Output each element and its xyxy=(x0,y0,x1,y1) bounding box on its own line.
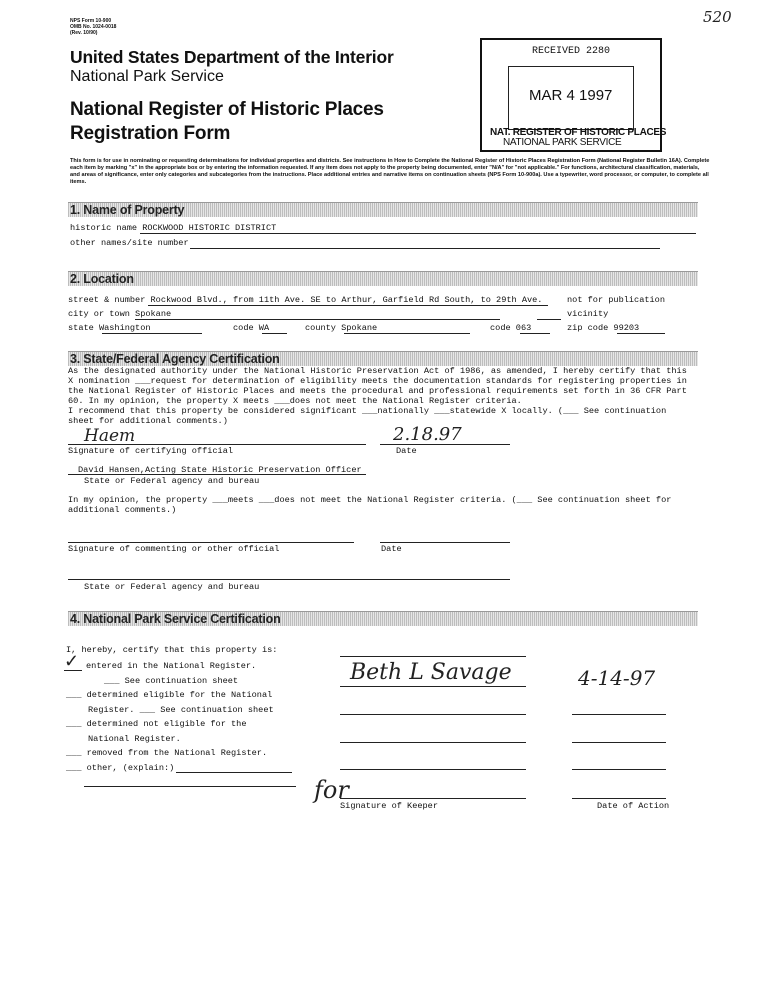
action-line-6 xyxy=(572,798,666,799)
zip-line xyxy=(617,333,665,334)
county-code-line xyxy=(520,333,550,334)
form-number: NPS Form 10-900 xyxy=(70,18,112,24)
certifying-signature: Haem xyxy=(84,426,136,446)
action-label: Date of Action xyxy=(597,801,670,811)
signature-label: Signature of certifying official xyxy=(68,446,234,456)
agency-line xyxy=(68,474,366,475)
keeper-signature: Beth L Savage xyxy=(350,660,512,685)
form-title-1: National Register of Historic Places xyxy=(70,99,384,120)
state-code-line xyxy=(262,333,287,334)
street-number: street & number Rockwood Blvd., from 11th Ave. SE to Arthur, Garfield Rd South, to 29th Ave. xyxy=(68,295,543,305)
cert-text-2: X nomination ___request for determination of eligibility meets the documentation standards for registering properties in xyxy=(68,376,687,386)
entered-check-mark: ✓ xyxy=(64,651,80,672)
form-title-2: Registration Form xyxy=(70,123,231,144)
stamp-org-2: NATIONAL PARK SERVICE xyxy=(503,137,622,148)
date-label: Date xyxy=(396,446,417,456)
cert-text-6: sheet for additional comments.) xyxy=(68,416,228,426)
revision: (Rev. 10/90) xyxy=(70,30,98,36)
stamp-org-1: NAT. REGISTER OF HISTORIC PLACES xyxy=(490,127,667,138)
section1-title: 1. Name of Property xyxy=(70,203,185,217)
certifying-signature-line xyxy=(68,444,366,445)
section4-bar xyxy=(68,611,698,626)
commenting-signature-label: Signature of commenting or other official xyxy=(68,544,280,554)
omb-number: OMB No. 1024-0018 xyxy=(70,24,117,30)
county: county Spokane xyxy=(305,323,378,333)
historic-name-line xyxy=(140,233,696,234)
see-continuation-1: ___ See continuation sheet xyxy=(104,676,239,686)
section2-title: 2. Location xyxy=(70,272,134,286)
zip-code: zip code 99203 xyxy=(567,323,640,333)
agency-label: State or Federal agency and bureau xyxy=(84,476,260,486)
county-line xyxy=(344,333,470,334)
corner-number: 520 xyxy=(703,8,732,26)
action-line-5 xyxy=(572,769,666,770)
section4-title: 4. National Park Service Certification xyxy=(70,612,281,626)
department-title: United States Department of the Interior xyxy=(70,47,394,67)
not-eligible-1: ___ determined not eligible for the xyxy=(66,719,247,729)
entered-text: entered in the National Register. xyxy=(86,661,257,671)
city: city or town Spokane xyxy=(68,309,172,319)
keeper-line-1 xyxy=(340,656,526,657)
street-line xyxy=(148,305,548,306)
keeper-label: Signature of Keeper xyxy=(340,801,438,811)
section3-bar xyxy=(68,351,698,366)
vicinity-line xyxy=(537,319,561,320)
certifying-date-line xyxy=(380,444,510,445)
county-code: code 063 xyxy=(490,323,532,333)
determined-eligible-1: ___ determined eligible for the National xyxy=(66,690,273,700)
commenting-signature-line xyxy=(68,542,354,543)
determined-eligible-2: Register. ___ See continuation sheet xyxy=(88,705,274,715)
not-for-publication: not for publication xyxy=(567,295,665,305)
stamp-received: RECEIVED 2280 xyxy=(532,46,611,57)
keeper-line-3 xyxy=(340,714,526,715)
commenting-date-label: Date xyxy=(381,544,402,554)
state-line xyxy=(102,333,202,334)
cert-text-3: the National Register of Historic Places and meets the procedural and professional requirements set forth in 36 CFR Part xyxy=(68,386,687,396)
section1-bar xyxy=(68,202,698,217)
other-explain-line-2 xyxy=(84,786,296,787)
other-explain-line xyxy=(176,772,292,773)
state-code: code WA xyxy=(233,323,270,333)
cert-text-4: 60. In my opinion, the property X meets ___does not meet the National Register criteria. xyxy=(68,396,522,406)
keeper-line-4 xyxy=(340,742,526,743)
removed-text: ___ removed from the National Register. xyxy=(66,748,268,758)
stamp-date-box xyxy=(508,66,634,130)
for-handwritten: for xyxy=(314,776,349,804)
opinion-text-1: In my opinion, the property ___meets ___does not meet the National Register criteria. (___ See continuation sheet for xyxy=(68,495,672,505)
official-name: David Hansen,Acting State Historic Preservation Officer xyxy=(78,465,362,475)
section2-bar xyxy=(68,271,698,286)
agency2-label: State or Federal agency and bureau xyxy=(84,582,260,592)
state: state Washington xyxy=(68,323,151,333)
city-line xyxy=(135,319,500,320)
keeper-line-5 xyxy=(340,769,526,770)
action-line-3 xyxy=(572,714,666,715)
agency2-line xyxy=(68,579,510,580)
action-date-handwritten: 4-14-97 xyxy=(578,666,656,690)
instructions: This form is for use in nominating or requesting determinations for individual properties and districts. See instructions in How to Complete the National Register of Historic Places Registration Form (National Register Bulletin 16A). Complete each item by marking "x" in the appropriate box or by entering the information requested. If any item does not apply to the property being documented, enter "N/A" for "not applicable." For functions, architectural classification, materials, and areas of significance, enter only categories and subcategories from the instructions. Place additional entries and narrative items on continuation sheets (NPS Form 10-900a). Use a typewriter, word processor, or computer, to complete all items. xyxy=(70,158,710,185)
cert-text-5: I recommend that this property be considered significant ___nationally ___statewide X locally. (___ See continuation xyxy=(68,406,667,416)
certify-text: I, hereby, certify that this property is: xyxy=(66,645,278,655)
section3-title: 3. State/Federal Agency Certification xyxy=(70,352,280,366)
not-eligible-2: National Register. xyxy=(88,734,181,744)
service-title: National Park Service xyxy=(70,68,224,85)
action-line-4 xyxy=(572,742,666,743)
other-explain: ___ other, (explain:) xyxy=(66,763,175,773)
opinion-text-2: additional comments.) xyxy=(68,505,177,515)
certifying-date-handwritten: 2.18.97 xyxy=(393,424,462,445)
vicinity: vicinity xyxy=(567,309,609,319)
entered-check-line xyxy=(64,670,82,671)
keeper-line-2 xyxy=(340,686,526,687)
other-names: other names/site number xyxy=(70,238,189,248)
commenting-date-line xyxy=(380,542,510,543)
cert-text-1: As the designated authority under the National Historic Preservation Act of 1986, as amended, I hereby certify that this xyxy=(68,366,687,376)
stamp-date: MAR 4 1997 xyxy=(529,87,613,104)
other-names-line xyxy=(190,248,660,249)
historic-name: historic name ROCKWOOD HISTORIC DISTRICT xyxy=(70,223,277,233)
keeper-line-6 xyxy=(340,798,526,799)
